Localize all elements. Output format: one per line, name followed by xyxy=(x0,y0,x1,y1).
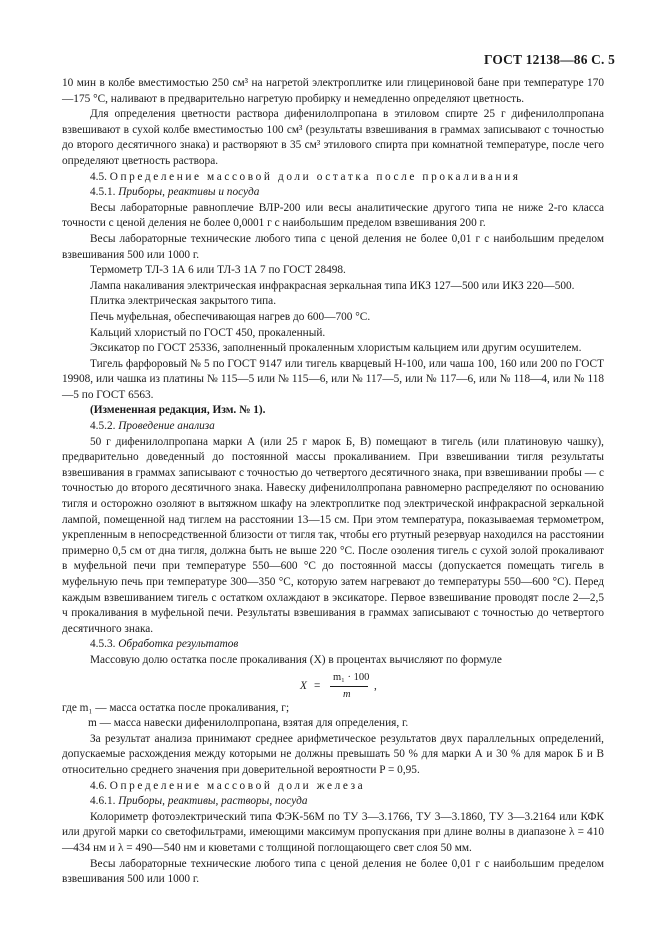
formula-numerator: m₁ · 100 xyxy=(333,671,370,683)
paragraph: 50 г дифенилолпропана марки А (или 25 г марок Б, В) помещают в тигель (или платиновую чашку), предварительно доведенный до постоянной массы прокаливанием. При взвешивании тигля результаты взвешивания в граммах записывают с точностью до четвертого десятичного знака, при взвешивании пробы — с точностью до второго десятичного знака. Навеску дифенилолпропана равномерно распределяют по основанию тигля и осторожно озоляют в вытяжном шкафу на электроплитке под электрической инфракрасной зеркальной лампой, помещенной над тиглем на расстоянии 13—15 см. При этом температура, показываемая термометром, укрепленным в непосредственной близости от тигля так, чтобы его ртутный резервуар находился на расстоянии примерно 0,5 см от дна тигля, должна быть не выше 220 °С. После озоления тигель с сухой золой прокаливают в муфельной печи при температуре 550—600 °С до постоянной массы (допускается помещать тигель в муфельную печь при температуре 300—350 °С, которую затем нагревают до температуры 550—600 °С). Перед каждым взвешиванием тигель с остатком охлаждают в эксикаторе. Первое взвешивание проводят после 2—2,5 ч прокаливания в муфельной печи. Результаты взвешивания в граммах записывают с точностью до четвертого десятичного знака. xyxy=(62,435,604,635)
section-title: Определение массовой доли остатка после прокаливания xyxy=(109,170,521,183)
section-number: 4.6.1. xyxy=(90,795,116,808)
section-title: Определение массовой доли железа xyxy=(109,779,366,792)
formula-denominator: m xyxy=(343,688,351,700)
paragraph: Весы лабораторные равноплечие ВЛР-200 или весы аналитические другого типа не ниже 2-го класса точности с ценой деления не более 0,0001 г с наибольшим пределом взвешивания 200 г. xyxy=(62,201,604,230)
section-number: 4.6. xyxy=(90,779,107,792)
paragraph: Для определения цветности раствора дифенилолпропана в этиловом спирте 25 г дифенилолпропана взвешивают в сухой колбе вместимостью 100 см³ (результаты взвешивания в граммах записывают с точностью до второго десятичного знака) и растворяют в 35 см³ этилового спирта при комнатной температуре, после чего определяют цветность раствора. xyxy=(62,108,604,167)
paragraph: Весы лабораторные технические любого типа с ценой деления не более 0,01 г с наибольшим пределом взвешивания 500 или 1000 г. xyxy=(62,232,604,261)
section-number: 4.5.2. xyxy=(90,420,116,433)
paragraph: За результат анализа принимают среднее арифметическое результатов двух параллельных определений, допускаемые расхождения между которыми не должны превышать 50 % для марки А и 30 % для марок Б и В относительно среднего значения при доверительной вероятности P = 0,95. xyxy=(62,732,604,776)
section-title: Проведение анализа xyxy=(118,420,215,433)
paragraph: Эксикатор по ГОСТ 25336, заполненный прокаленным хлористым кальцием или другим осушителем. xyxy=(90,342,582,355)
formula-equals: = xyxy=(314,679,321,692)
formula-legend-2: m — масса навески дифенилолпропана, взятая для определения, г. xyxy=(88,717,409,730)
paragraph: Плитка электрическая закрытого типа. xyxy=(90,295,277,308)
paragraph: Кальций хлористый по ГОСТ 450, прокаленный. xyxy=(90,326,326,339)
subsection-heading-4-5-3 xyxy=(62,637,604,653)
formula xyxy=(62,671,604,701)
section-title: Приборы, реактивы, растворы, посуда xyxy=(118,795,308,808)
paragraph: Весы лабораторные технические любого типа с ценой деления не более 0,01 г с наибольшим пределом взвешивания 500 или 1000 г. xyxy=(62,857,604,886)
paragraph: Массовую долю остатка после прокаливания (X) в процентах вычисляют по формуле xyxy=(90,653,502,666)
page-header: ГОСТ 12138—86 С. 5 xyxy=(484,52,615,67)
subsection-heading-4-6-1 xyxy=(62,794,604,810)
document-body xyxy=(62,76,604,888)
section-title: Обработка результатов xyxy=(118,638,239,651)
paragraph: Печь муфельная, обеспечивающая нагрев до 600—700 °С. xyxy=(90,310,371,323)
paragraph: Тигель фарфоровый № 5 по ГОСТ 9147 или тигель кварцевый Н-100, или чаша 100, 160 или 200 по ГОСТ 19908, или чашка из платины № 115—5 или № 115—6, или № 117—5, или № 117—6, или № 118—4, или № 118—5 по ГОСТ 6563. xyxy=(62,357,604,401)
section-title: Приборы, реактивы и посуда xyxy=(118,186,260,199)
formula-legend-1: где m₁ — масса остатка после прокаливания, г; xyxy=(62,701,290,714)
paragraph: Лампа накаливания электрическая инфракрасная зеркальная типа ИКЗ 127—500 или ИКЗ 220—500. xyxy=(90,279,575,292)
section-number: 4.5.3. xyxy=(90,638,116,651)
subsection-heading-4-5-1 xyxy=(62,185,604,201)
paragraph: 10 мин в колбе вместимостью 250 см³ на нагретой электроплитке или глицериновой бане при температуре 170—175 °С, наливают в предварительно нагретую пробирку и немедленно определяют цветность. xyxy=(62,77,604,105)
paragraph: Термометр ТЛ-3 1А 6 или ТЛ-3 1А 7 по ГОСТ 28498. xyxy=(90,264,346,277)
section-heading-4-6 xyxy=(62,779,604,795)
paragraph: Колориметр фотоэлектрический типа ФЭК-56М по ТУ 3—3.1766, ТУ 3—3.1860, ТУ 3—3.2164 или КФК или другой марки со светофильтрами, имеющими максимум пропускания при длине волны в диапазоне λ = 410—434 нм и λ = 490—540 нм и кюветами с толщиной поглощающего свет слоя 50 мм. xyxy=(62,810,604,854)
section-number: 4.5.1. xyxy=(90,186,116,199)
formula-lhs: X xyxy=(300,679,307,692)
subsection-heading-4-5-2 xyxy=(62,419,604,435)
section-heading-4-5 xyxy=(62,170,604,186)
amendment-note: (Измененная редакция, Изм. № 1). xyxy=(90,404,266,417)
section-number: 4.5. xyxy=(90,170,107,183)
formula-tail: , xyxy=(374,679,377,692)
